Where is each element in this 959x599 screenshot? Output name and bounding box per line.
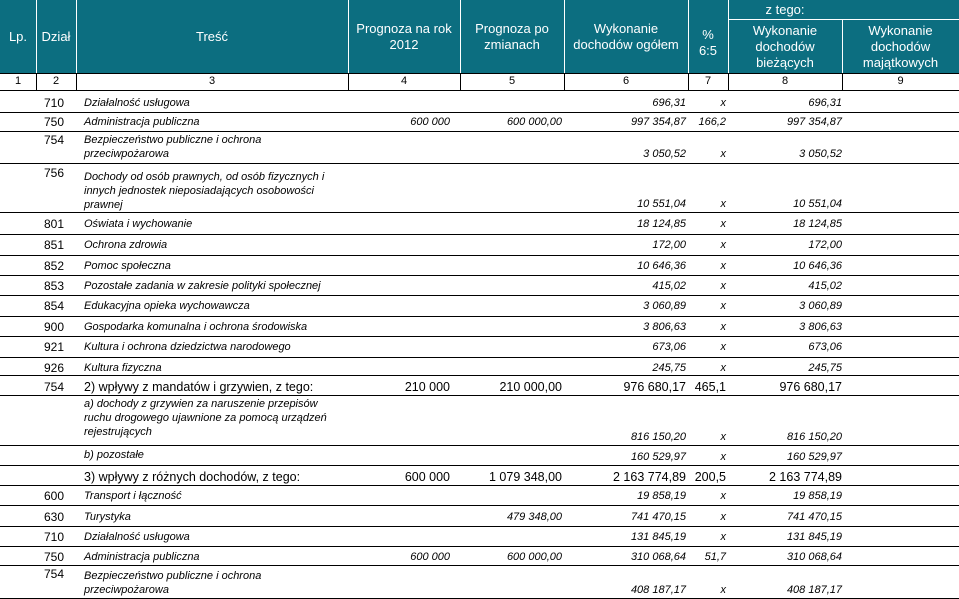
column-number: 5 xyxy=(508,75,516,87)
row-divider xyxy=(0,395,959,396)
cell-procent: x xyxy=(720,218,726,230)
row-divider xyxy=(0,131,959,132)
cell-procent: x xyxy=(720,300,726,312)
cell-dzial: 900 xyxy=(44,320,65,334)
header-divider xyxy=(688,0,689,73)
row-divider xyxy=(0,255,959,256)
cell-prognoza-zmiany: 479 348,00 xyxy=(506,511,562,523)
cell-wykonanie-ogolem: 245,75 xyxy=(652,362,686,374)
header-divider xyxy=(36,0,37,73)
col-lp: Lp. xyxy=(8,28,28,44)
cell-tresc: Edukacyjna opieka wychowawcza xyxy=(84,300,250,312)
cell-procent: x xyxy=(720,321,726,333)
row-divider xyxy=(0,445,959,446)
row-divider xyxy=(0,526,959,527)
cell-wykonanie-biezace: 997 354,87 xyxy=(786,116,842,128)
cell-prognoza-zmiany: 1 079 348,00 xyxy=(489,470,562,484)
cell-tresc: Kultura fizyczna xyxy=(84,362,162,374)
cell-tresc: Oświata i wychowanie xyxy=(84,218,193,230)
number-divider xyxy=(688,74,689,91)
cell-wykonanie-ogolem: 10 646,36 xyxy=(637,260,686,272)
cell-wykonanie-ogolem: 19 858,19 xyxy=(637,490,686,502)
cell-procent: x xyxy=(720,148,726,160)
row-divider xyxy=(0,357,959,358)
column-number: 6 xyxy=(622,75,630,87)
cell-tresc: Dochody od osób prawnych, od osób fizycznych i innych jednostek nieposiadających osobowości prawnej xyxy=(84,171,325,211)
cell-dzial: 926 xyxy=(44,361,65,375)
cell-wykonanie-biezace: 10 646,36 xyxy=(793,260,842,272)
table-header xyxy=(0,0,959,92)
col-wykonanie-biezace: Wykonanie dochodów bieżących xyxy=(752,22,818,70)
cell-wykonanie-ogolem: 160 529,97 xyxy=(630,451,686,463)
cell-dzial: 854 xyxy=(44,299,65,313)
cell-wykonanie-biezace: 245,75 xyxy=(808,362,842,374)
cell-tresc: Transport i łączność xyxy=(84,490,182,502)
cell-prognoza-zmiany: 600 000,00 xyxy=(506,116,562,128)
header-divider xyxy=(728,0,729,73)
cell-wykonanie-ogolem: 976 680,17 xyxy=(623,380,686,394)
cell-wykonanie-ogolem: 3 060,89 xyxy=(643,300,686,312)
header-divider xyxy=(564,0,565,73)
cell-wykonanie-biezace: 2 163 774,89 xyxy=(769,470,842,484)
column-number: 9 xyxy=(897,75,904,87)
cell-wykonanie-biezace: 3 050,52 xyxy=(799,148,842,160)
cell-tresc: a) dochody z grzywien za naruszenie przepisów ruchu drogowego ujawnione za pomocą urządzeń rejestrujących xyxy=(84,398,327,438)
cell-procent: 166,2 xyxy=(698,116,726,128)
cell-wykonanie-ogolem: 10 551,04 xyxy=(637,198,686,210)
cell-procent: x xyxy=(720,280,726,292)
number-divider xyxy=(76,74,77,91)
cell-tresc: Działalność usługowa xyxy=(84,531,190,543)
cell-wykonanie-biezace: 19 858,19 xyxy=(793,490,842,502)
cell-wykonanie-ogolem: 18 124,85 xyxy=(637,218,686,230)
cell-tresc: b) pozostałe xyxy=(84,449,144,461)
cell-wykonanie-biezace: 816 150,20 xyxy=(786,431,842,443)
cell-wykonanie-ogolem: 2 163 774,89 xyxy=(613,470,686,484)
cell-wykonanie-ogolem: 673,06 xyxy=(652,341,686,353)
cell-wykonanie-ogolem: 997 354,87 xyxy=(630,116,686,128)
cell-wykonanie-biezace: 976 680,17 xyxy=(779,380,842,394)
header-divider xyxy=(76,0,77,73)
cell-prognoza-rok: 600 000 xyxy=(404,470,450,484)
row-divider xyxy=(0,336,959,337)
cell-procent: x xyxy=(720,362,726,374)
column-number: 4 xyxy=(400,75,408,87)
cell-dzial: 600 xyxy=(44,489,65,503)
cell-tresc: Bezpieczeństwo publiczne i ochrona przeciwpożarowa xyxy=(84,134,262,160)
cell-procent: 200,5 xyxy=(694,470,726,484)
cell-wykonanie-biezace: 415,02 xyxy=(808,280,842,292)
cell-prognoza-rok: 210 000 xyxy=(404,380,450,394)
column-number: 2 xyxy=(52,75,60,87)
col-wykonanie-ogolem: Wykonanie dochodów ogółem xyxy=(573,20,679,52)
cell-dzial: 630 xyxy=(44,510,65,524)
cell-dzial: 750 xyxy=(44,115,65,129)
cell-wykonanie-biezace: 160 529,97 xyxy=(786,451,842,463)
row-divider xyxy=(0,465,959,466)
cell-procent: x xyxy=(720,431,726,443)
z-tego-label: z tego: xyxy=(765,2,805,17)
number-divider xyxy=(460,74,461,91)
row-divider xyxy=(0,234,959,235)
column-number: 8 xyxy=(781,75,789,87)
row-divider xyxy=(0,112,959,113)
cell-dzial: 852 xyxy=(44,259,65,273)
row-divider xyxy=(0,295,959,296)
cell-wykonanie-ogolem: 741 470,15 xyxy=(630,511,686,523)
number-divider xyxy=(842,74,843,91)
cell-procent: x xyxy=(720,451,726,463)
cell-wykonanie-ogolem: 3 050,52 xyxy=(643,148,686,160)
row-divider xyxy=(0,316,959,317)
cell-dzial: 921 xyxy=(44,340,65,354)
column-number-row xyxy=(0,73,959,91)
column-number: 3 xyxy=(208,75,216,87)
cell-procent: x xyxy=(720,260,726,272)
cell-wykonanie-biezace: 131 845,19 xyxy=(786,531,842,543)
cell-procent: x xyxy=(720,511,726,523)
cell-dzial: 710 xyxy=(44,96,65,110)
col-prognoza-zmiany: Prognoza po zmianach xyxy=(475,20,549,52)
header-divider xyxy=(348,0,349,73)
cell-dzial: 801 xyxy=(44,217,65,231)
col-dzial: Dział xyxy=(41,28,71,44)
row-divider xyxy=(0,375,959,376)
cell-wykonanie-biezace: 408 187,17 xyxy=(786,584,842,596)
cell-dzial: 754 xyxy=(44,567,65,581)
cell-wykonanie-biezace: 696,31 xyxy=(808,97,842,109)
cell-dzial: 756 xyxy=(44,166,65,180)
cell-procent: 465,1 xyxy=(694,380,726,394)
row-divider xyxy=(0,163,959,164)
row-divider xyxy=(0,485,959,486)
cell-tresc: Kultura i ochrona dziedzictwa narodowego xyxy=(84,341,291,353)
cell-wykonanie-biezace: 673,06 xyxy=(808,341,842,353)
number-divider xyxy=(348,74,349,91)
col-tresc: Treść xyxy=(195,28,229,44)
cell-wykonanie-ogolem: 696,31 xyxy=(652,97,686,109)
cell-tresc: Gospodarka komunalna i ochrona środowiska xyxy=(84,321,308,333)
cell-tresc: Ochrona zdrowia xyxy=(84,239,168,251)
header-divider xyxy=(842,20,843,73)
cell-procent: x xyxy=(720,490,726,502)
cell-prognoza-zmiany: 600 000,00 xyxy=(506,551,562,563)
number-divider xyxy=(564,74,565,91)
cell-wykonanie-biezace: 172,00 xyxy=(808,239,842,251)
cell-dzial: 710 xyxy=(44,530,65,544)
cell-wykonanie-ogolem: 408 187,17 xyxy=(630,584,686,596)
cell-dzial: 750 xyxy=(44,550,65,564)
cell-prognoza-rok: 600 000 xyxy=(410,116,450,128)
cell-tresc: Administracja publiczna xyxy=(84,551,200,563)
cell-procent: x xyxy=(720,531,726,543)
number-divider xyxy=(728,74,729,91)
col-wykonanie-majatkowe: Wykonanie dochodów majątkowych xyxy=(862,22,939,70)
cell-procent: x xyxy=(720,97,726,109)
cell-wykonanie-ogolem: 310 068,64 xyxy=(630,551,686,563)
number-divider xyxy=(36,74,37,91)
cell-wykonanie-ogolem: 816 150,20 xyxy=(630,431,686,443)
cell-procent: x xyxy=(720,198,726,210)
cell-procent: x xyxy=(720,584,726,596)
cell-tresc: 2) wpływy z mandatów i grzywien, z tego: xyxy=(84,380,314,394)
cell-dzial: 754 xyxy=(44,380,65,394)
cell-tresc: 3) wpływy z różnych dochodów, z tego: xyxy=(84,470,301,484)
header-divider xyxy=(460,0,461,73)
cell-procent: x xyxy=(720,341,726,353)
cell-tresc: Pozostałe zadania w zakresie polityki społecznej xyxy=(84,280,321,292)
cell-wykonanie-biezace: 10 551,04 xyxy=(793,198,842,210)
cell-wykonanie-biezace: 3 060,89 xyxy=(799,300,842,312)
row-divider xyxy=(0,275,959,276)
cell-wykonanie-biezace: 310 068,64 xyxy=(786,551,842,563)
cell-wykonanie-biezace: 3 806,63 xyxy=(799,321,842,333)
cell-tresc: Administracja publiczna xyxy=(84,116,200,128)
col-procent: % 6:5 xyxy=(698,26,718,58)
cell-prognoza-zmiany: 210 000,00 xyxy=(499,380,562,394)
cell-dzial: 754 xyxy=(44,133,65,147)
header-divider xyxy=(728,19,959,20)
cell-wykonanie-ogolem: 3 806,63 xyxy=(643,321,686,333)
cell-tresc: Bezpieczeństwo publiczne i ochrona przeciwpożarowa xyxy=(84,570,262,596)
cell-tresc: Pomoc społeczna xyxy=(84,260,171,272)
cell-dzial: 853 xyxy=(44,279,65,293)
cell-procent: 51,7 xyxy=(704,551,726,563)
cell-tresc: Turystyka xyxy=(84,511,131,523)
cell-dzial: 851 xyxy=(44,238,65,252)
cell-wykonanie-ogolem: 172,00 xyxy=(652,239,686,251)
row-divider xyxy=(0,212,959,213)
cell-tresc: Działalność usługowa xyxy=(84,97,190,109)
col-prognoza-rok: Prognoza na rok 2012 xyxy=(356,20,452,52)
row-divider xyxy=(0,505,959,506)
row-divider xyxy=(0,565,959,566)
cell-wykonanie-biezace: 18 124,85 xyxy=(793,218,842,230)
cell-procent: x xyxy=(720,239,726,251)
cell-prognoza-rok: 600 000 xyxy=(410,551,450,563)
column-number: 1 xyxy=(14,75,22,87)
row-divider xyxy=(0,546,959,547)
column-number: 7 xyxy=(704,75,712,87)
cell-wykonanie-ogolem: 415,02 xyxy=(652,280,686,292)
cell-wykonanie-ogolem: 131 845,19 xyxy=(630,531,686,543)
cell-wykonanie-biezace: 741 470,15 xyxy=(786,511,842,523)
